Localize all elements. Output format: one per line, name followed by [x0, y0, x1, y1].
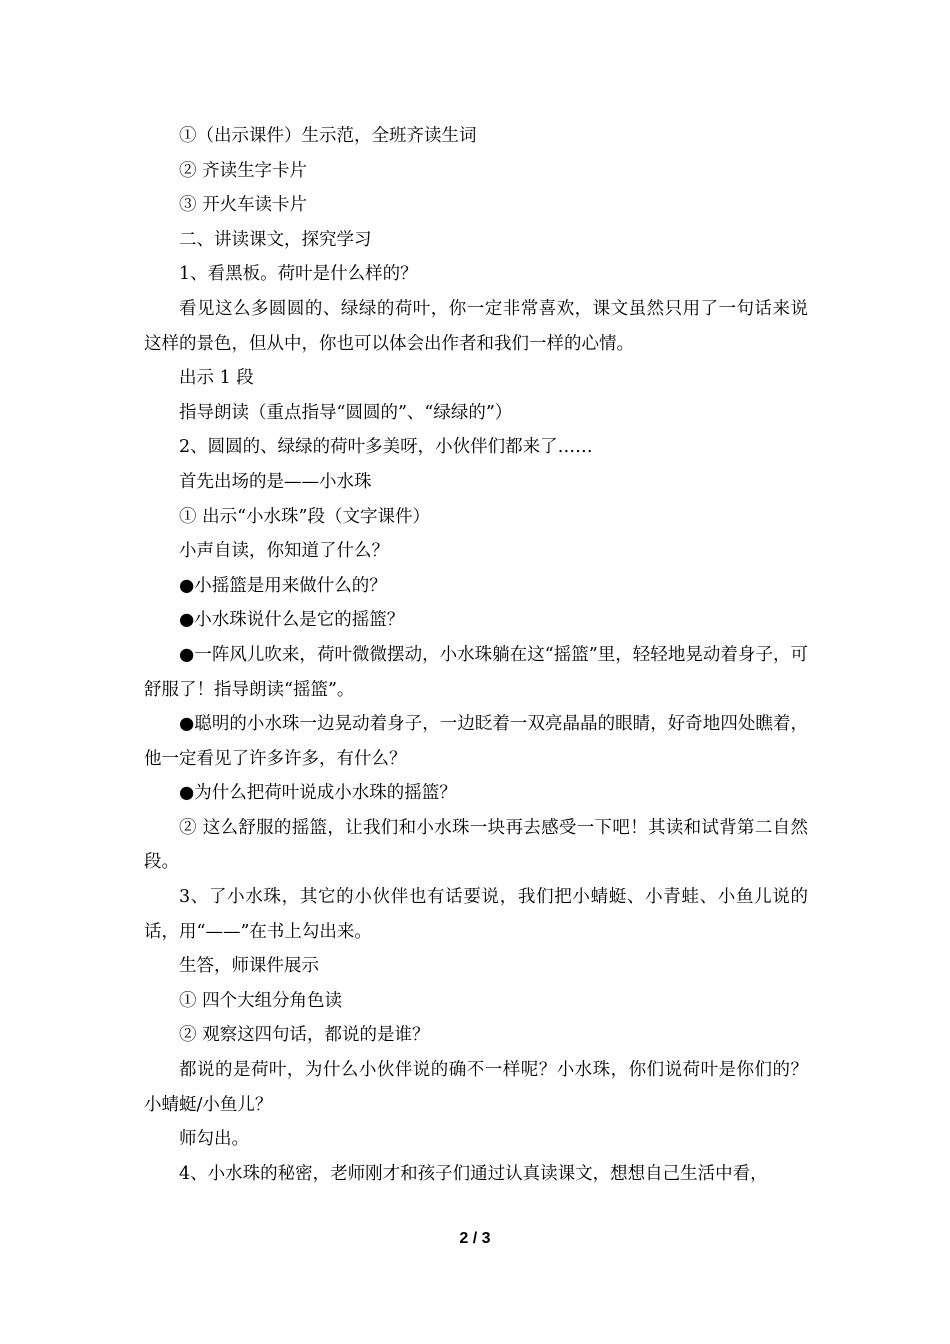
paragraph: ① 出示“小水珠”段（文字课件）	[179, 506, 430, 527]
paragraph: ② 观察这四句话，都说的是谁？	[179, 1025, 430, 1046]
bullet-item: ●小摇篮是用来做什么的？	[179, 575, 387, 596]
page-number: 2 / 3	[459, 1230, 491, 1247]
paragraph: 4、小水珠的秘密，老师刚才和孩子们通过认真读课文，想想自己生活中看，	[179, 1163, 768, 1184]
paragraph: ③ 开火车读卡片	[179, 195, 308, 216]
paragraph: 2、圆圆的、绿绿的荷叶多美呀，小伙伴们都来了……	[179, 437, 593, 458]
paragraph: 指导朗读（重点指导“圆圆的”、“绿绿的”）	[179, 402, 513, 423]
paragraph: 出示 1 段	[179, 368, 254, 389]
section-heading: 二、讲读课文，探究学习	[179, 229, 372, 250]
paragraph: 看见这么多圆圆的、绿绿的荷叶，你一定非常喜欢，课文虽然只用了一句话来说这样的景色，但从中，你也可以体会出作者和我们一样的心情。	[144, 298, 808, 354]
paragraph: 小声自读，你知道了什么？	[179, 541, 389, 562]
paragraph: ① 四个大组分角色读	[179, 990, 343, 1011]
paragraph: ①（出示课件）生示范，全班齐读生词	[179, 126, 477, 146]
document-body	[144, 119, 808, 1191]
paragraph: 都说的是荷叶，为什么小伙伴说的确不一样呢？小水珠，你们说荷叶是你们的？小蜻蜓/小鱼儿？	[144, 1060, 808, 1115]
paragraph: 首先出场的是——小水珠	[179, 471, 372, 492]
bullet-item: ●为什么把荷叶说成小水珠的摇篮？	[179, 783, 457, 804]
paragraph: ② 齐读生字卡片	[179, 160, 308, 181]
bullet-item: ●聪明的小水珠一边晃动着身子，一边眨着一双亮晶晶的眼睛，好奇地四处瞧着，他一定看见了许多许多，有什么？	[144, 714, 808, 769]
paragraph: 3、了小水珠，其它的小伙伴也有话要说，我们把小蜻蜓、小青蛙、小鱼儿说的话，用“——”在书上勾出来。	[144, 887, 808, 942]
bullet-item: ●一阵风儿吹来，荷叶微微摆动，小水珠躺在这“摇篮”里，轻轻地晃动着身子，可舒服了！指导朗读“摇篮”。	[144, 644, 808, 700]
paragraph: 生答，师课件展示	[179, 956, 319, 977]
paragraph: ② 这么舒服的摇篮，让我们和小水珠一块再去感受一下吧！其读和试背第二自然段。	[144, 817, 808, 873]
bullet-item: ●小水珠说什么是它的摇篮？	[179, 610, 405, 631]
paragraph: 师勾出。	[179, 1129, 249, 1150]
paragraph: 1、看黑板。荷叶是什么样的？	[179, 264, 418, 285]
